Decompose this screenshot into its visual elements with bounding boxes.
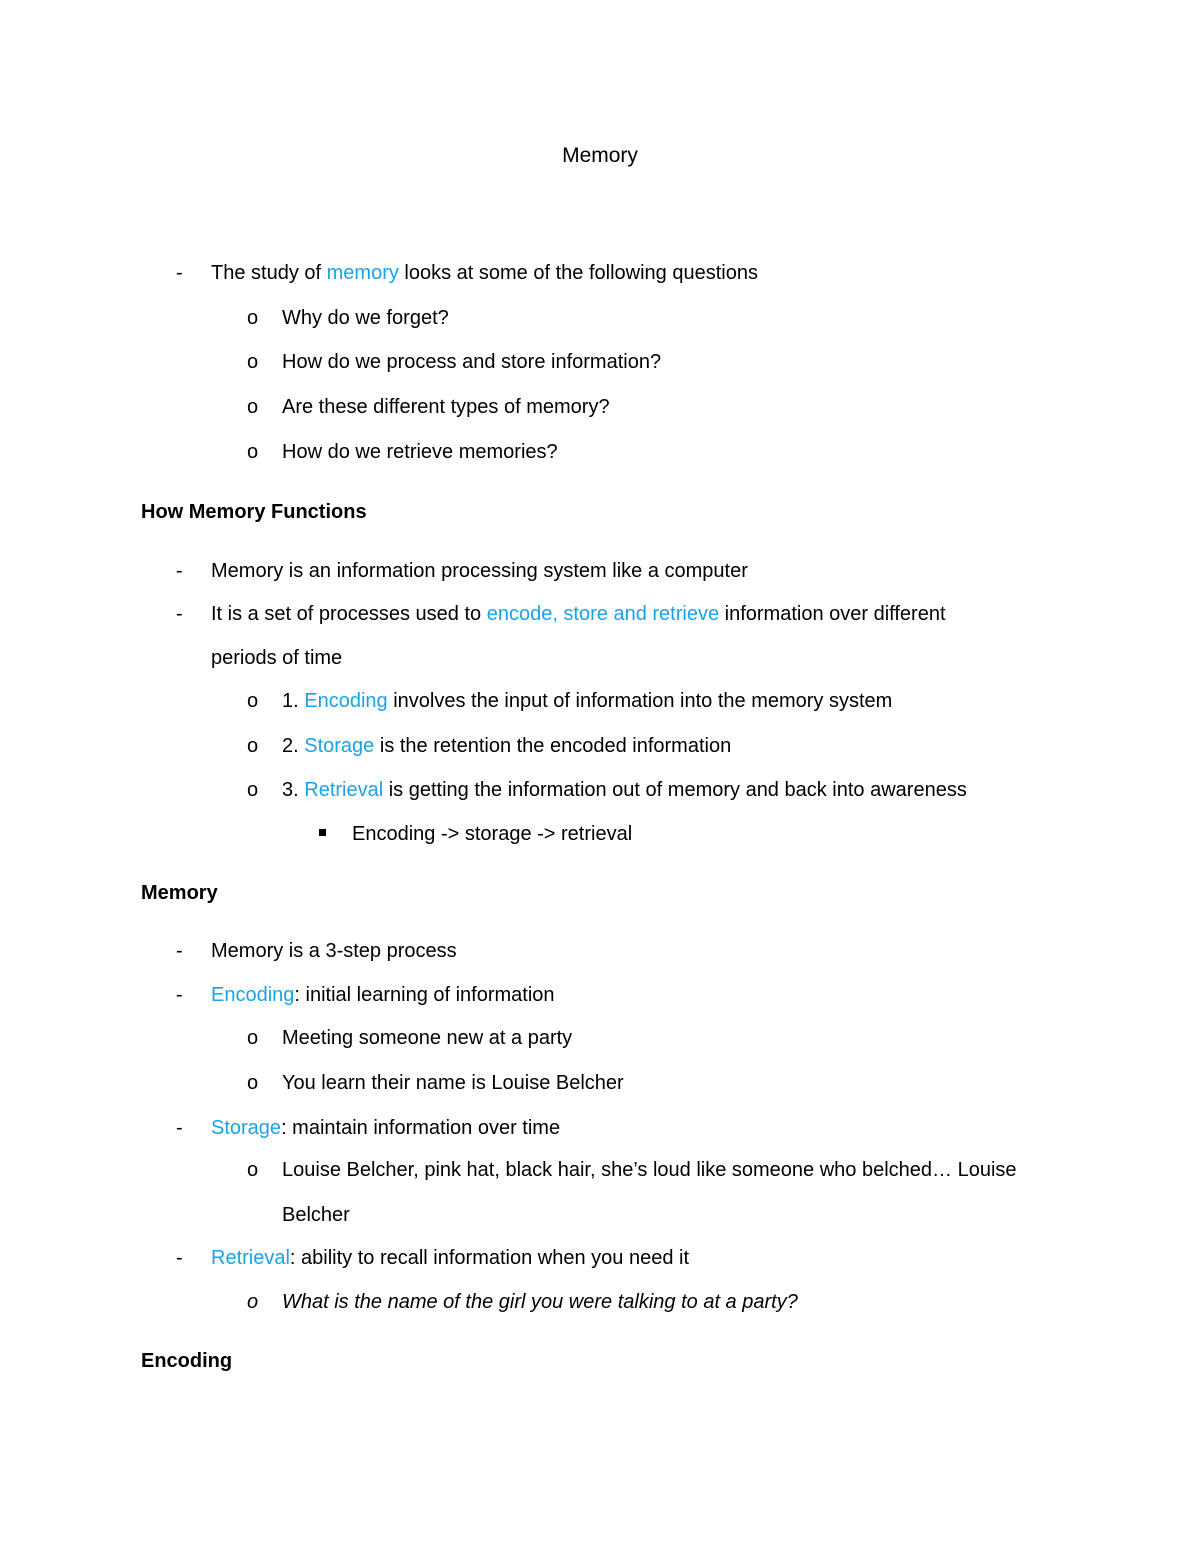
highlight-storage: Storage (211, 1117, 282, 1139)
highlight-encoding: Encoding (211, 984, 295, 1006)
item-text: : initial learning of information (294, 984, 555, 1006)
circle-bullet: o (247, 1159, 259, 1181)
item-text-end: information over different (719, 603, 946, 625)
circle-bullet: o (247, 1291, 259, 1313)
circle-bullet: o (247, 1027, 259, 1049)
circle-bullet: o (247, 396, 259, 418)
list-item: Memory is an information processing system like a computer (211, 560, 748, 582)
question-3: Are these different types of memory? (282, 396, 610, 418)
list-item-continuation: periods of time (211, 647, 343, 669)
item-text: : maintain information over time (281, 1117, 561, 1139)
dash-bullet: - (176, 603, 183, 625)
section-heading-memory: Memory (141, 882, 218, 904)
highlight-memory: memory (326, 262, 399, 284)
square-bullet-icon (319, 829, 326, 836)
example-item: What is the name of the girl you were talking to at a party? (282, 1291, 798, 1313)
highlight-encode-store-retrieve: encode, store and retrieve (486, 603, 720, 625)
step-text: is getting the information out of memory and back into awareness (383, 779, 967, 801)
step-1 (282, 688, 892, 714)
circle-bullet: o (247, 351, 259, 373)
step-text: is the retention the encoded information (374, 735, 732, 757)
highlight-encoding: Encoding (304, 690, 388, 712)
question-1: Why do we forget? (282, 307, 449, 329)
list-item (211, 1115, 560, 1141)
page-title: Memory (562, 144, 638, 167)
item-text: It is a set of processes used to (211, 603, 487, 625)
flow-line: Encoding -> storage -> retrieval (352, 823, 633, 845)
step-2 (282, 733, 731, 759)
highlight-retrieval: Retrieval (211, 1247, 290, 1269)
circle-bullet: o (247, 735, 259, 757)
circle-bullet: o (247, 441, 259, 463)
step-3 (282, 777, 967, 803)
highlight-retrieval: Retrieval (304, 779, 384, 801)
intro-text-end: looks at some of the following questions (398, 262, 758, 284)
dash-bullet: - (176, 560, 183, 582)
list-item (211, 601, 946, 627)
step-number: 2. (282, 735, 305, 757)
step-number: 1. (282, 690, 305, 712)
intro-text: The study of (211, 262, 327, 284)
circle-bullet: o (247, 1072, 259, 1094)
dash-bullet: - (176, 1247, 183, 1269)
example-item: Louise Belcher, pink hat, black hair, she’s loud like someone who belched… Louise (282, 1159, 1017, 1181)
list-item: Memory is a 3-step process (211, 940, 457, 962)
dash-bullet: - (176, 262, 183, 284)
intro-line (211, 260, 758, 286)
section-heading-encoding: Encoding (141, 1350, 233, 1372)
circle-bullet: o (247, 690, 259, 712)
circle-bullet: o (247, 307, 259, 329)
list-item (211, 982, 555, 1008)
circle-bullet: o (247, 779, 259, 801)
dash-bullet: - (176, 1117, 183, 1139)
highlight-storage: Storage (304, 735, 375, 757)
question-4: How do we retrieve memories? (282, 441, 558, 463)
dash-bullet: - (176, 984, 183, 1006)
list-item (211, 1245, 689, 1271)
example-item: Meeting someone new at a party (282, 1027, 573, 1049)
item-text: : ability to recall information when you need it (289, 1247, 690, 1269)
step-number: 3. (282, 779, 305, 801)
dash-bullet: - (176, 940, 183, 962)
question-2: How do we process and store information? (282, 351, 662, 373)
step-text: involves the input of information into the memory system (387, 690, 893, 712)
section-heading-how-memory-functions: How Memory Functions (141, 501, 367, 523)
example-item: You learn their name is Louise Belcher (282, 1072, 624, 1094)
example-item-continuation: Belcher (282, 1204, 350, 1226)
